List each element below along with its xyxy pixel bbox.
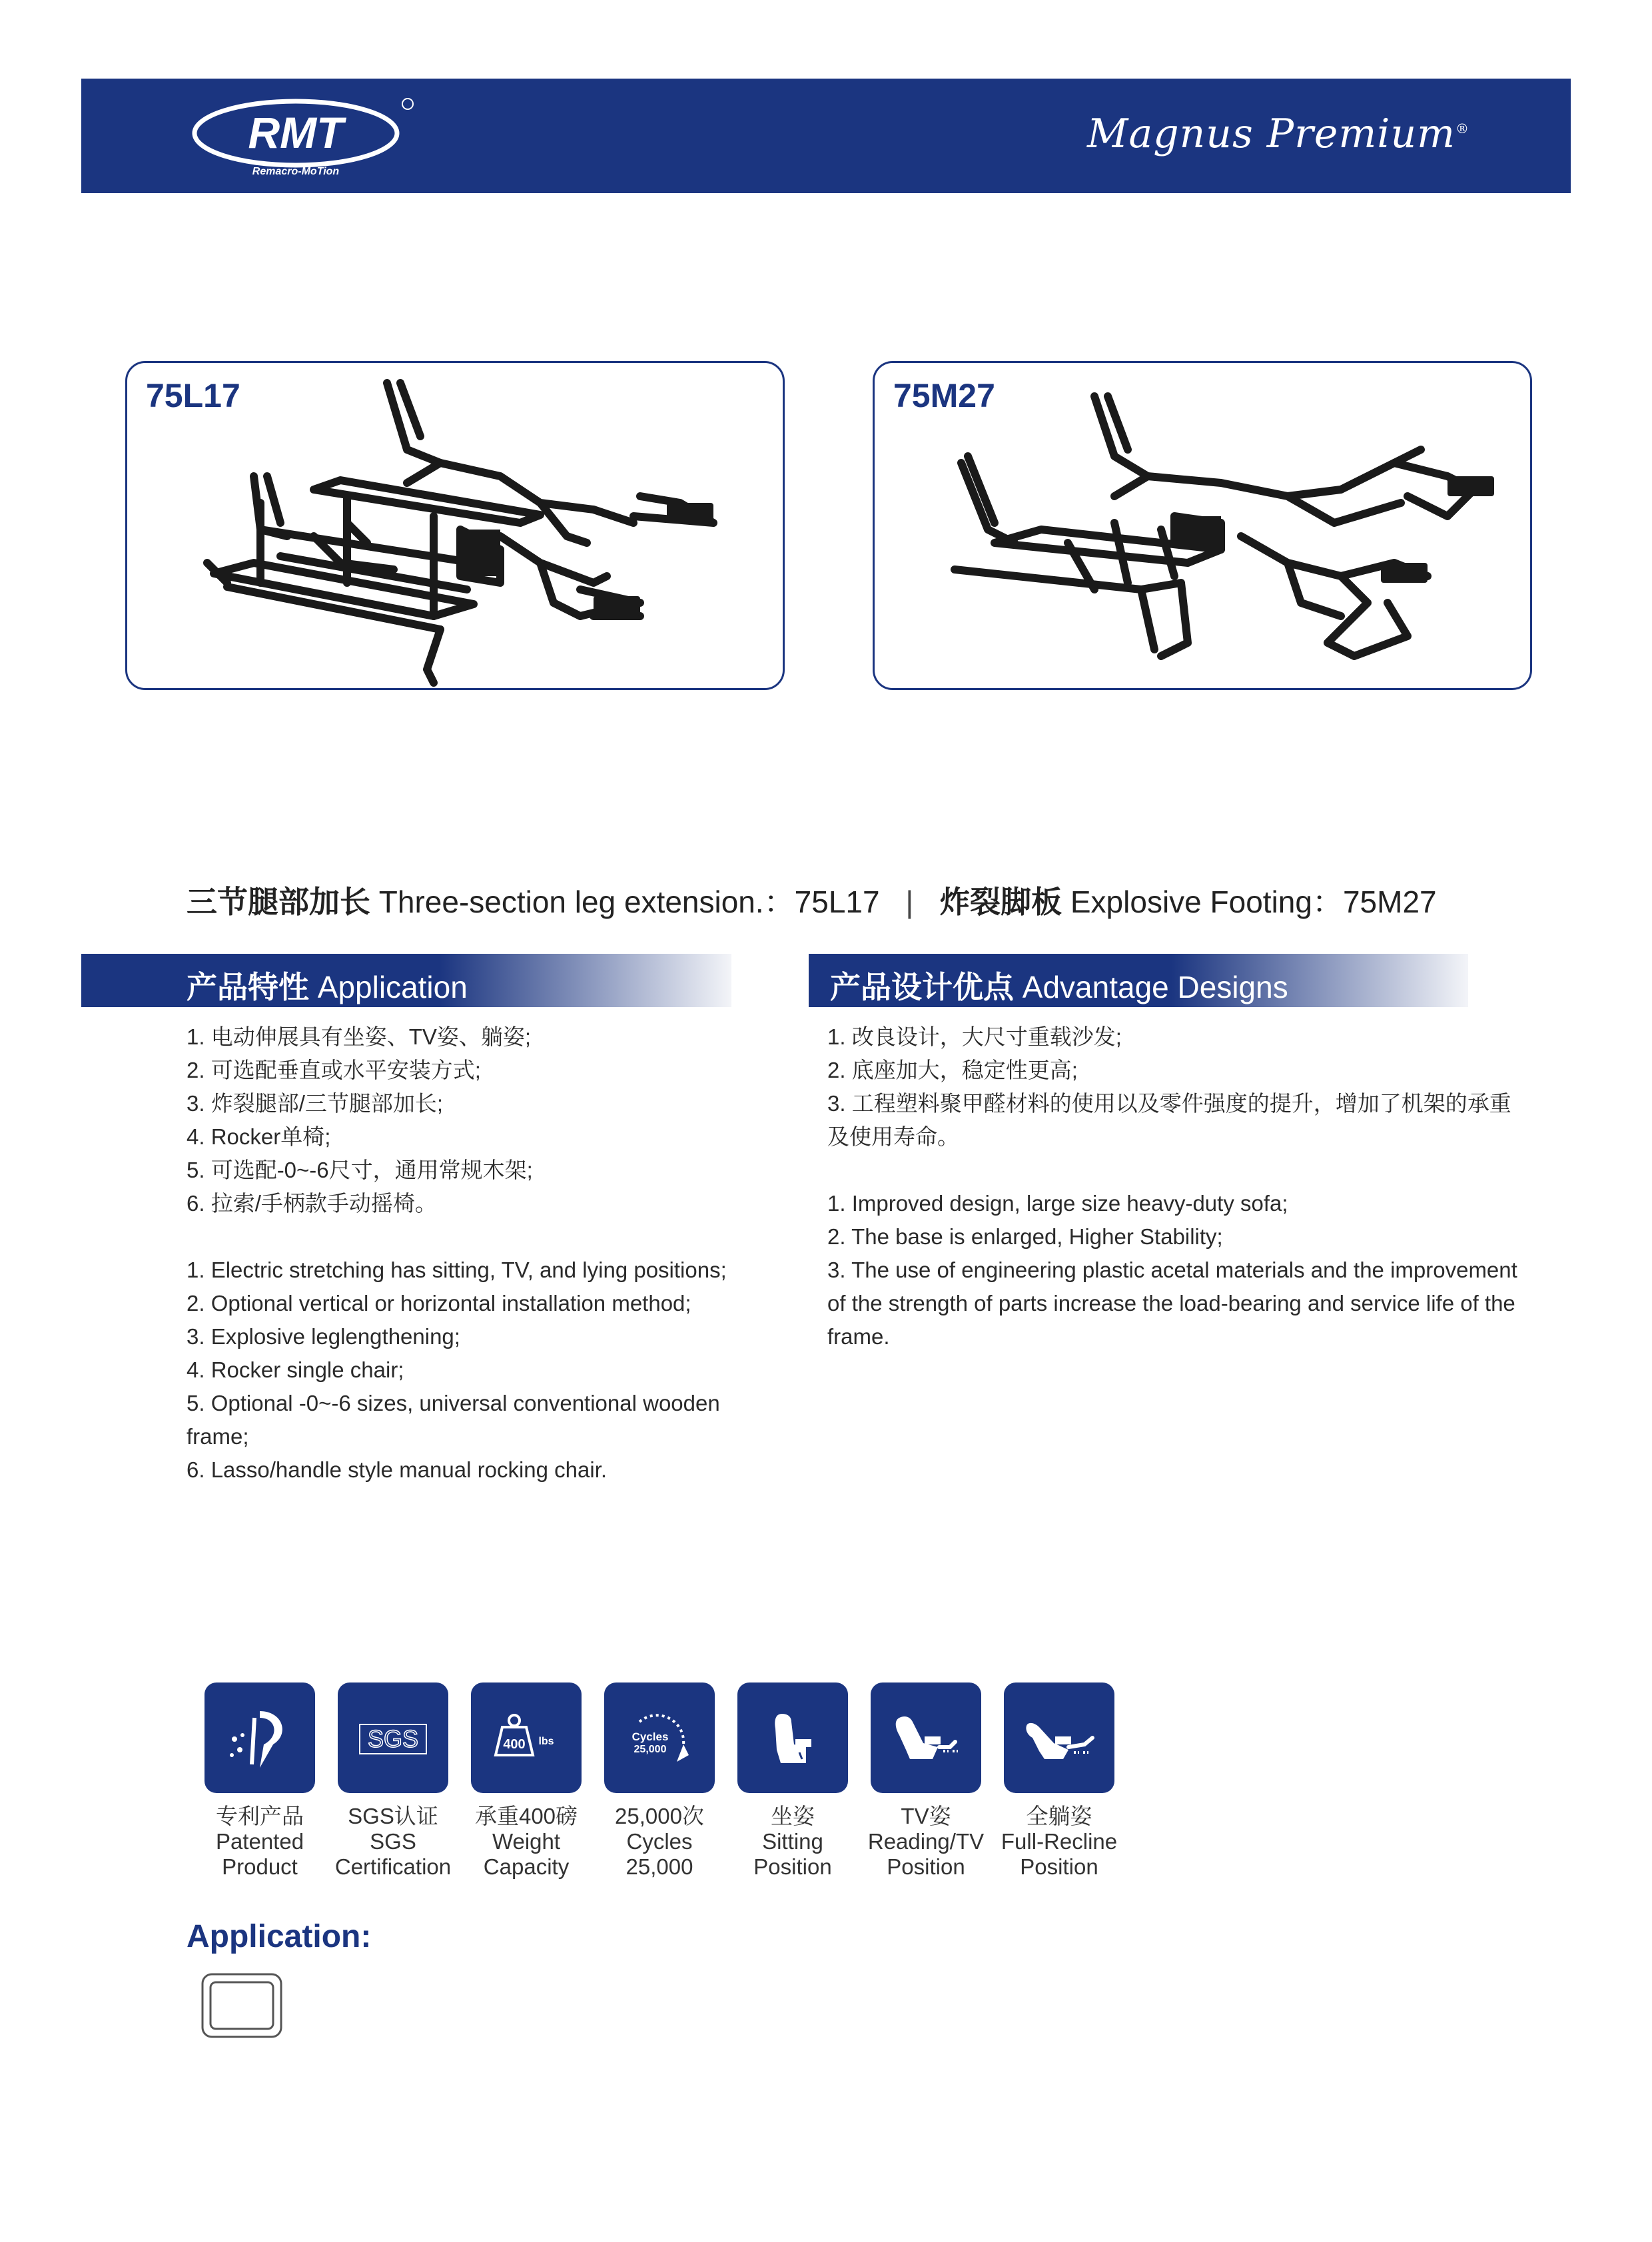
logo-text: RMT: [248, 108, 344, 157]
application-list: [187, 1020, 759, 1487]
advantage-section-bar: [809, 954, 1468, 1007]
application-heading: Application:: [187, 1919, 372, 1954]
badge-tv: [859, 1682, 993, 1880]
badge-full-recline: [993, 1682, 1126, 1880]
list-item: 6. Lasso/handle style manual rocking chair.: [187, 1457, 608, 1482]
list-item: 3. 工程塑料聚甲醛材料的使用以及零件强度的提升，增加了机架的承重及使用寿命。: [827, 1091, 1511, 1149]
badge-label: 坐姿 Sitting Position: [753, 1804, 832, 1879]
caption-left-cn: 三节腿部加长: [187, 885, 370, 919]
badge-patented: [193, 1682, 326, 1880]
product-model-label: 75L17: [146, 377, 240, 414]
list-item: 5. Optional -0~-6 sizes, universal conventional wooden frame;: [187, 1391, 720, 1449]
product-card-75l17: [125, 361, 785, 690]
badge-sgs: [326, 1682, 460, 1880]
product-model-label: 75M27: [893, 377, 995, 414]
list-item: 4. Rocker single chair;: [187, 1357, 404, 1382]
list-item: 1. Electric stretching has sitting, TV, and lying positions;: [187, 1258, 727, 1282]
weight-icon: [471, 1682, 582, 1793]
list-item: 6. 拉索/手柄款手动摇椅。: [187, 1191, 437, 1216]
list-item: 2. 底座加大，稳定性更高;: [827, 1058, 1078, 1082]
sitting-chair-icon: [737, 1682, 848, 1793]
badge-label: SGS认证 SGS Certification: [334, 1804, 452, 1879]
tv-chair-icon: [871, 1682, 981, 1793]
list-item: 3. The use of engineering plastic acetal materials and the improvement of the strength of parts increase the load-bearing and service life of the frame.: [827, 1258, 1517, 1349]
rmt-logo: [183, 93, 424, 179]
list-item: 4. Rocker单椅;: [187, 1124, 331, 1149]
brand-tagline: Magnus Premium®: [1087, 111, 1469, 157]
list-item: 1. 改良设计，大尺寸重载沙发;: [827, 1024, 1122, 1049]
caption-right-en: Explosive Footing：75M27: [1070, 885, 1437, 919]
badge-label: TV姿 Reading/TV Position: [867, 1804, 985, 1879]
list-item: 3. Explosive leglengthening;: [187, 1324, 460, 1349]
patent-icon: [205, 1682, 315, 1793]
application-section-title: 产品特性 Application: [187, 970, 468, 1004]
list-item: 2. 可选配垂直或水平安装方式;: [187, 1058, 481, 1082]
advantage-list: [827, 1020, 1540, 1353]
recline-chair-icon: [1004, 1682, 1114, 1793]
badge-sitting: [726, 1682, 859, 1880]
product-caption: [187, 878, 1437, 922]
svg-text:lbs: lbs: [538, 1736, 554, 1747]
application-section-bar: [81, 954, 731, 1007]
sgs-icon: [338, 1682, 448, 1793]
list-item: 2. Optional vertical or horizontal installation method;: [187, 1291, 691, 1315]
caption-left-en: Three-section leg extension.：75L17: [378, 885, 880, 919]
list-item: 1. Improved design, large size heavy-duty sofa;: [827, 1191, 1288, 1216]
badge-label: 专利产品 Patented Product: [215, 1804, 304, 1879]
svg-text:25,000: 25,000: [633, 1744, 667, 1755]
caption-separator: |: [905, 885, 914, 919]
svg-text:Cycles: Cycles: [631, 1730, 669, 1743]
svg-text:400: 400: [503, 1737, 526, 1752]
product-card-75m27: [873, 361, 1532, 690]
badge-label: 25,000次 Cycles 25,000: [615, 1804, 704, 1879]
list-item: 1. 电动伸展具有坐姿、TV姿、躺姿;: [187, 1024, 532, 1049]
header-bar: [81, 79, 1571, 193]
badge-label: 承重400磅 Weight Capacity: [474, 1804, 578, 1879]
badge-weight: [460, 1682, 593, 1880]
svg-text:SGS: SGS: [367, 1725, 419, 1752]
caption-right-cn: 炸裂脚板: [939, 885, 1062, 919]
badge-cycles: [593, 1682, 726, 1880]
list-item: 5. 可选配-0~-6尺寸，通用常规木架;: [187, 1158, 533, 1182]
badge-label: 全躺姿 Full-Recline Position: [1001, 1804, 1118, 1879]
single-sofa-icon: [200, 1972, 284, 2040]
list-item: 2. The base is enlarged, Higher Stability;: [827, 1224, 1223, 1249]
list-item: 3. 炸裂腿部/三节腿部加长;: [187, 1091, 444, 1116]
feature-badges: [193, 1682, 1126, 1882]
cycles-icon: [604, 1682, 715, 1793]
advantage-section-title: 产品设计优点 Advantage Designs: [830, 970, 1288, 1004]
logo-subtext: Remacro-MoTion: [252, 166, 340, 177]
